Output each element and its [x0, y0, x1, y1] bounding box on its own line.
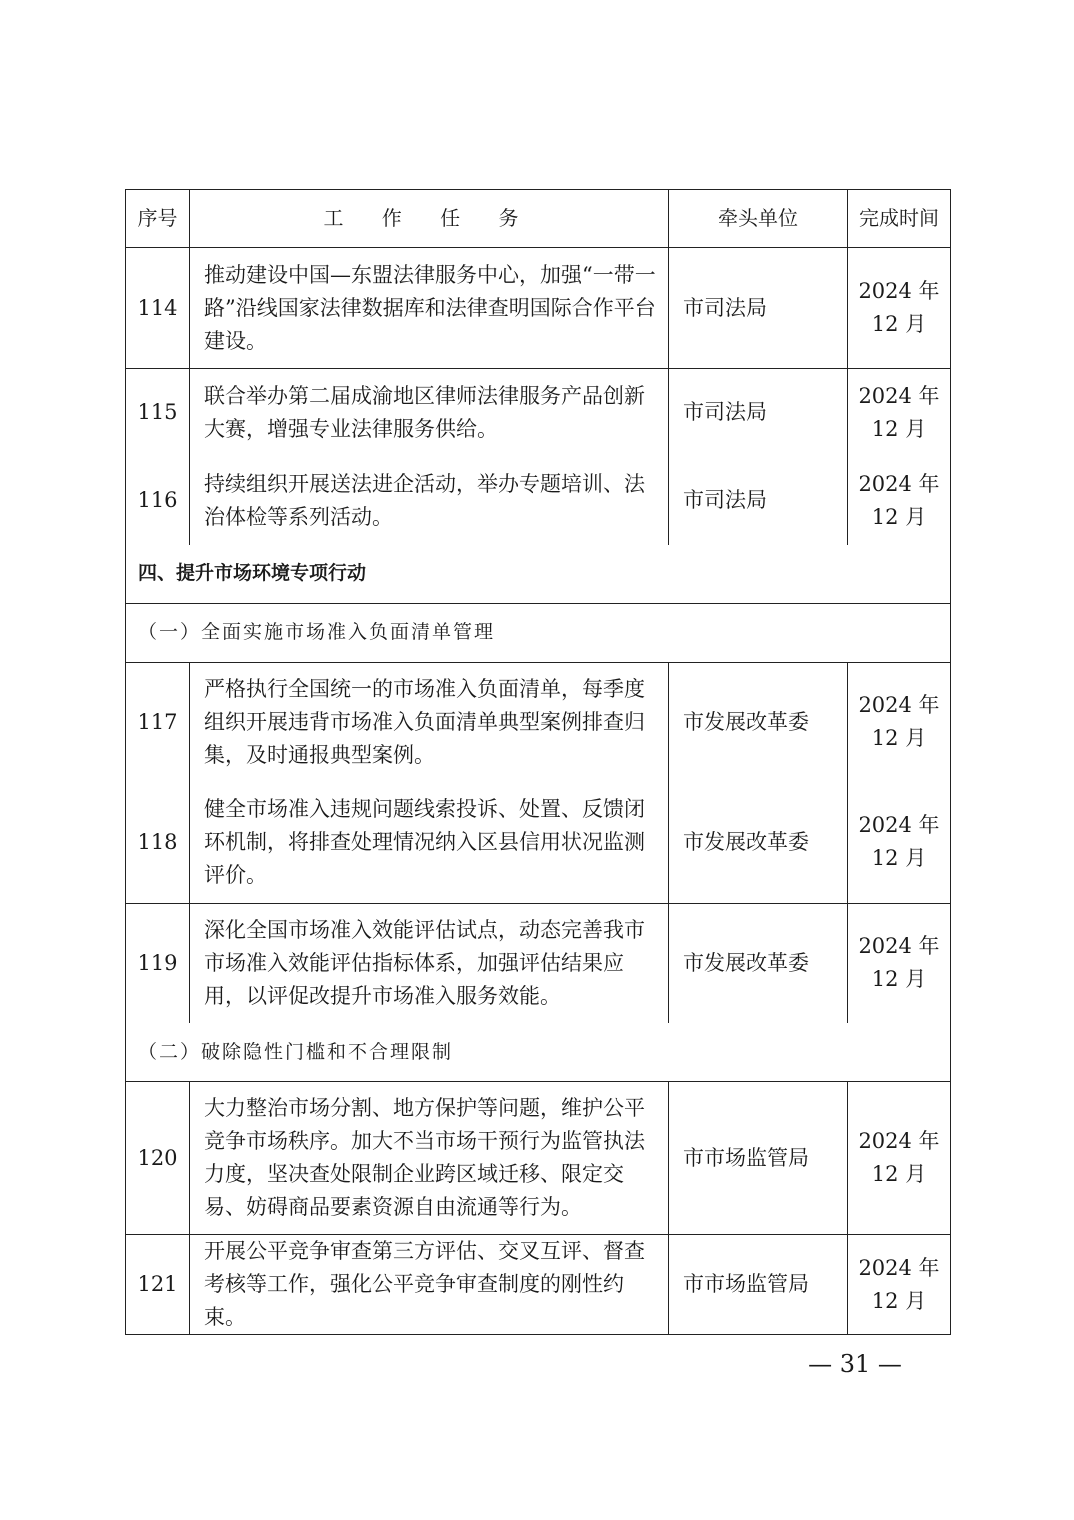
table-row: [126, 1082, 951, 1235]
row-task: 开展公平竞争审查第三方评估、交叉互评、督查考核等工作，强化公平竞争审查制度的刚性约束。: [190, 1235, 669, 1335]
row-time-year: 2024 年: [858, 471, 940, 496]
row-task: 持续组织开展送法进企活动，举办专题培训、法治体检等系列活动。: [190, 457, 669, 545]
header-unit: 牵头单位: [669, 190, 848, 248]
row-num: 121: [126, 1235, 190, 1335]
row-time-month: 12 月: [871, 1288, 927, 1313]
row-time-year: 2024 年: [858, 383, 940, 408]
row-time-year: 2024 年: [858, 813, 940, 838]
row-task: 大力整治市场分割、地方保护等问题，维护公平竞争市场秩序。加大不当市场干预行为监管执法力度，坚决查处限制企业跨区域迁移、限定交易、妨碍商品要素资源自由流通等行为。: [190, 1082, 669, 1235]
table-row: [126, 1235, 951, 1335]
table-row: [126, 782, 951, 903]
row-task: 推动建设中国—东盟法律服务中心，加强“一带一路”沿线国家法律数据库和法律查明国际合作平台建设。: [190, 248, 669, 369]
row-time-year: 2024 年: [858, 693, 940, 718]
row-time: [848, 457, 951, 545]
row-task: 健全市场准入违规问题线索投诉、处置、反馈闭环机制，将排查处理情况纳入区县信用状况监测评价。: [190, 782, 669, 903]
table-row: [126, 662, 951, 782]
row-time-month: 12 月: [871, 416, 927, 441]
row-task: 严格执行全国统一的市场准入负面清单，每季度组织开展违背市场准入负面清单典型案例排查归集，及时通报典型案例。: [190, 662, 669, 782]
row-time: [848, 662, 951, 782]
row-task: 联合举办第二届成渝地区律师法律服务产品创新大赛，增强专业法律服务供给。: [190, 369, 669, 457]
row-num: 114: [126, 248, 190, 369]
row-time: [848, 1235, 951, 1335]
row-unit: 市司法局: [669, 248, 848, 369]
row-num: 116: [126, 457, 190, 545]
row-time-year: 2024 年: [858, 279, 940, 303]
row-unit: 市司法局: [669, 457, 848, 545]
table-row: [126, 457, 951, 545]
row-time: [848, 369, 951, 457]
section-row: [126, 545, 951, 604]
row-num: 119: [126, 903, 190, 1023]
row-unit: 市司法局: [669, 369, 848, 457]
row-unit: 市发展改革委: [669, 903, 848, 1023]
section-title: 四、提升市场环境专项行动: [126, 545, 951, 604]
subsection-title: （二）破除隐性门槛和不合理限制: [126, 1023, 951, 1082]
row-time-year: 2024 年: [858, 1255, 940, 1280]
subsection-row: [126, 603, 951, 662]
row-num: 115: [126, 369, 190, 457]
table-row: [126, 369, 951, 457]
row-time: [848, 782, 951, 903]
table-header-row: [126, 190, 951, 248]
row-num: 118: [126, 782, 190, 903]
row-unit: 市市场监管局: [669, 1235, 848, 1335]
subsection-row: [126, 1023, 951, 1082]
row-time-month: 12 月: [871, 967, 927, 992]
row-time-month: 12 月: [871, 726, 927, 751]
task-table: [125, 189, 951, 1335]
row-time: [848, 903, 951, 1023]
row-time-year: 2024 年: [858, 934, 940, 959]
table-row: [126, 903, 951, 1023]
row-unit: 市发展改革委: [669, 782, 848, 903]
subsection-title: （一）全面实施市场准入负面清单管理: [126, 603, 951, 662]
row-unit: 市市场监管局: [669, 1082, 848, 1235]
header-task: 工 作 任 务: [190, 190, 669, 248]
row-time-year: 2024 年: [858, 1129, 940, 1153]
table-row: [126, 248, 951, 369]
row-time-month: 12 月: [871, 1162, 927, 1186]
row-task: 深化全国市场准入效能评估试点，动态完善我市市场准入效能评估指标体系，加强评估结果应用，以评促改提升市场准入服务效能。: [190, 903, 669, 1023]
row-time-month: 12 月: [871, 312, 927, 336]
header-num: 序号: [126, 190, 190, 248]
page-number: — 31 —: [808, 1350, 902, 1378]
row-num: 120: [126, 1082, 190, 1235]
header-time: 完成时间: [848, 190, 951, 248]
row-unit: 市发展改革委: [669, 662, 848, 782]
row-time-month: 12 月: [871, 504, 927, 529]
row-time: [848, 248, 951, 369]
row-time-month: 12 月: [871, 846, 927, 871]
row-time: [848, 1082, 951, 1235]
row-num: 117: [126, 662, 190, 782]
